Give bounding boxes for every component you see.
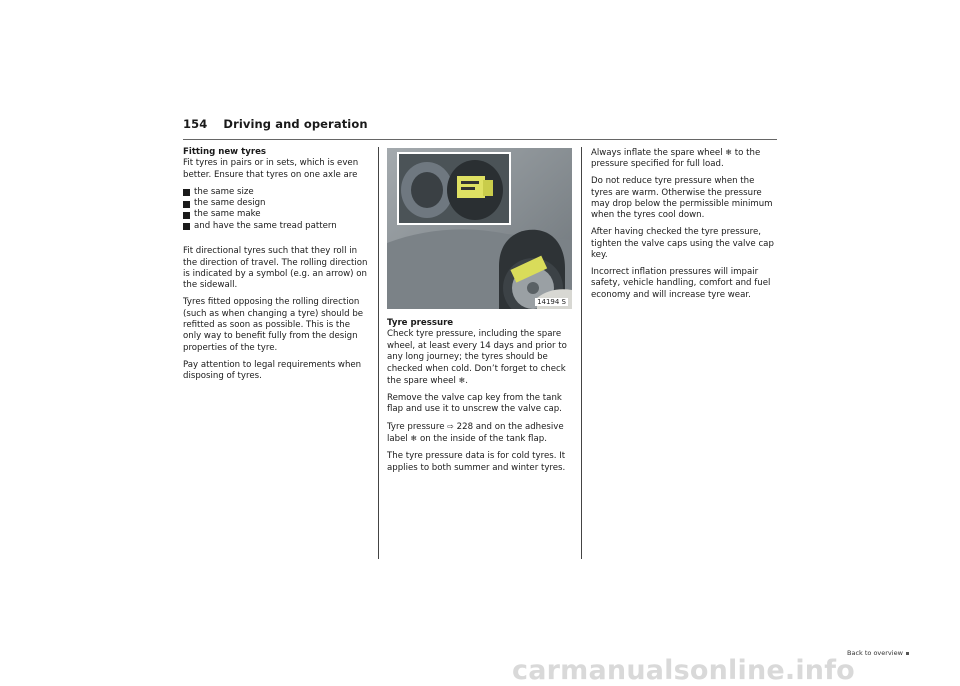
list-item: and have the same tread pattern	[183, 221, 370, 232]
column-divider-right	[581, 147, 582, 559]
opposing-direction-paragraph: Tyres fitted opposing the rolling direction (such as when changing a tyre) should be refitted as soon as possible. This is the only way to benefit fully from the design properties of the tyre.	[183, 297, 364, 353]
snowflake-icon: ❄	[458, 376, 466, 386]
column-left	[183, 147, 370, 388]
section-heading-fitting: Fitting new tyres	[183, 147, 267, 157]
column-right	[591, 147, 778, 306]
page-number: 154	[183, 117, 208, 131]
snowflake-icon: ❄	[410, 434, 418, 444]
header-divider	[183, 139, 777, 140]
square-bullet-icon	[183, 212, 190, 219]
page-title: Driving and operation	[223, 117, 368, 131]
page-header	[183, 117, 368, 131]
list-item: the same size	[183, 187, 370, 198]
square-bullet-icon	[183, 223, 190, 230]
square-bullet-icon	[183, 201, 190, 208]
square-bullet-icon	[183, 189, 190, 196]
column-divider-left	[378, 147, 379, 559]
spare-wheel-paragraph: Always inflate the spare wheel ❄ to the pressure specified for full load.	[591, 148, 761, 170]
tyre-pressure-reference-paragraph: Tyre pressure ⇨ 228 and on the adhesive label ❄ on the inside of the tank flap.	[387, 422, 564, 445]
tyre-pressure-illustration	[387, 148, 572, 309]
incorrect-pressure-paragraph: Incorrect inflation pressures will impair safety, vehicle handling, comfort and fuel economy and will increase tyre wear.	[591, 266, 771, 300]
disposal-paragraph: Pay attention to legal requirements when disposing of tyres.	[183, 359, 362, 382]
cold-tyres-paragraph: The tyre pressure data is for cold tyres. It applies to both summer and winter tyres.	[387, 451, 566, 473]
link-marker-icon	[906, 652, 909, 655]
snowflake-icon: ❄	[725, 148, 733, 157]
warm-tyres-paragraph: Do not reduce tyre pressure when the tyres are warm. Otherwise the pressure may drop below the permissible minimum when the tyres cool down.	[591, 176, 773, 221]
directional-tyres-paragraph: Fit directional tyres such that they roll in the direction of travel. The rolling direction is indicated by a symbol (e.g. an arrow) on the sidewall.	[183, 246, 368, 291]
back-to-overview-link[interactable]: Back to overview	[847, 649, 909, 657]
car-wheel-illustration	[387, 148, 572, 309]
list-item: the same make	[183, 209, 370, 220]
page-reference-arrow-icon: ⇨	[447, 422, 454, 432]
watermark: carmanualsonline.info	[512, 655, 855, 686]
fitting-intro: Fit tyres in pairs or in sets, which is even better. Ensure that tyres on one axle are	[183, 158, 359, 180]
column-middle: Tyre pressure Check tyre pressure, including the spare wheel, at least every 14 days and prior to any long journey; the tyres should be checked when cold. Don’t forget to check the spare wheel ❄. Remove the valve cap key from the tank flap and use it to unscrew the valve cap. Tyre pressure ⇨ 228 and on the adhesive label ❄ on the inside of the tank flap. The tyre pressure data is for cold tyres. It applies to both summer and winter tyres.	[387, 318, 575, 479]
section-heading-tyre-pressure: Tyre pressure	[387, 318, 454, 328]
tyre-requirements-list	[183, 187, 370, 233]
list-item: the same design	[183, 198, 370, 209]
tighten-caps-paragraph: After having checked the tyre pressure, tighten the valve caps using the valve cap key.	[591, 227, 774, 261]
valve-cap-paragraph: Remove the valve cap key from the tank flap and use it to unscrew the valve cap.	[387, 392, 562, 415]
figure-number: 14194 S	[537, 298, 566, 306]
